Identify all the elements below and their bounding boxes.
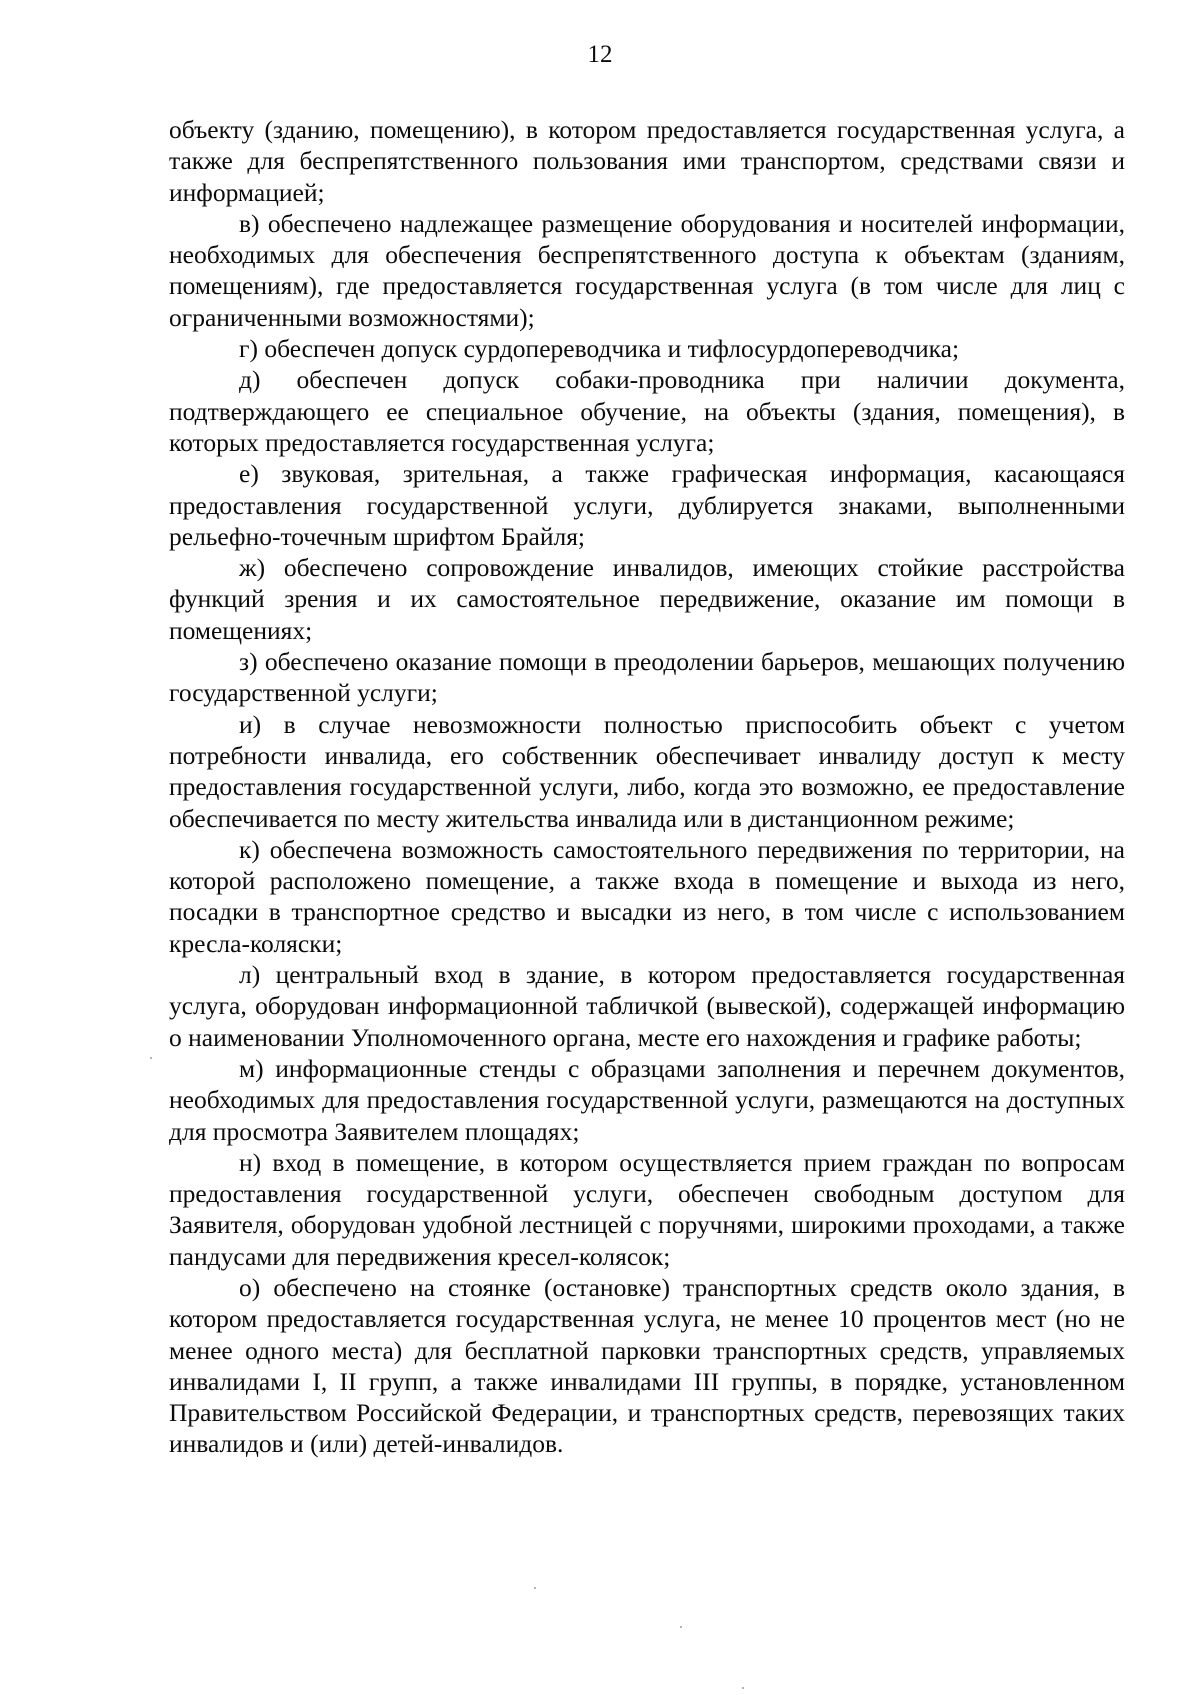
- scan-speck: [742, 1687, 744, 1689]
- paragraph-item-i: и) в случае невозможности полностью приспособить объект с учетом потребности инвалида, его собственник обеспечивает инвалиду доступ к месту предоставления государственной услуги, либо, когда это возможно, ее предоставление обеспечивается по месту жительства инвалида или в дистанционном режиме;: [169, 709, 1125, 833]
- paragraph-item-o: о) обеспечено на стоянке (остановке) транспортных средств около здания, в котором предоставляется государственная услуга, не менее 10 процентов мест (но не менее одного места) для бесплатной парковки транспортных средств, управляемых инвалидами I, II групп, а также инвалидами III группы, в порядке, установленном Правительством Российской Федерации, и транспортных средств, перевозящих таких инвалидов и (или) детей-инвалидов.: [169, 1272, 1125, 1459]
- paragraph-item-e: е) звуковая, зрительная, а также графическая информация, касающаяся предоставления государственной услуги, дублируется знаками, выполненными рельефно-точечным шрифтом Брайля;: [169, 459, 1125, 551]
- document-body: [169, 114, 1125, 1460]
- paragraph-item-zh: ж) обеспечено сопровождение инвалидов, имеющих стойкие расстройства функций зрения и их самостоятельное передвижение, оказание им помощи в помещениях;: [169, 553, 1125, 645]
- paragraph-continuation: объекту (зданию, помещению), в котором предоставляется государственная услуга, а также для беспрепятственного пользования ими транспортом, средствами связи и информацией;: [169, 115, 1125, 207]
- paragraph-item-n: н) вход в помещение, в котором осуществляется прием граждан по вопросам предоставления государственной услуги, обеспечен свободным доступом для Заявителя, оборудован удобной лестницей с поручнями, широкими проходами, а также пандусами для передвижения кресел-колясок;: [169, 1147, 1125, 1271]
- paragraph-item-d: д) обеспечен допуск собаки-проводника при наличии документа, подтверждающего ее специальное обучение, на объекты (здания, помещения), в которых предоставляется государственная услуга;: [169, 365, 1125, 457]
- paragraph-item-z: з) обеспечено оказание помощи в преодолении барьеров, мешающих получению государственной услуги;: [169, 647, 1125, 708]
- scan-speck: [680, 1626, 682, 1628]
- paragraph-item-l: л) центральный вход в здание, в котором предоставляется государственная услуга, оборудован информационной табличкой (вывеской), содержащей информацию о наименовании Уполномоченного органа, месте его нахождения и графике работы;: [169, 960, 1125, 1052]
- scan-speck: [534, 1587, 536, 1589]
- paragraph-item-g: г) обеспечен допуск сурдопереводчика и тифлосурдопереводчика;: [239, 334, 960, 364]
- scan-speck: [150, 1057, 152, 1059]
- paragraph-item-k: к) обеспечена возможность самостоятельного передвижения по территории, на которой расположено помещение, а также входа в помещение и выхода из него, посадки в транспортное средство и высадки из него, в том числе с использованием кресла-коляски;: [169, 834, 1125, 958]
- page-number: 12: [587, 41, 613, 68]
- paragraph-item-v: в) обеспечено надлежащее размещение оборудования и носителей информации, необходимых для обеспечения беспрепятственного доступа к объектам (зданиям, помещениям), где предоставляется государственная услуга (в том числе для лиц с ограниченными возможностями);: [169, 208, 1125, 332]
- paragraph-item-m: м) информационные стенды с образцами заполнения и перечнем документов, необходимых для предоставления государственной услуги, размещаются на доступных для просмотра Заявителем площадях;: [169, 1053, 1125, 1146]
